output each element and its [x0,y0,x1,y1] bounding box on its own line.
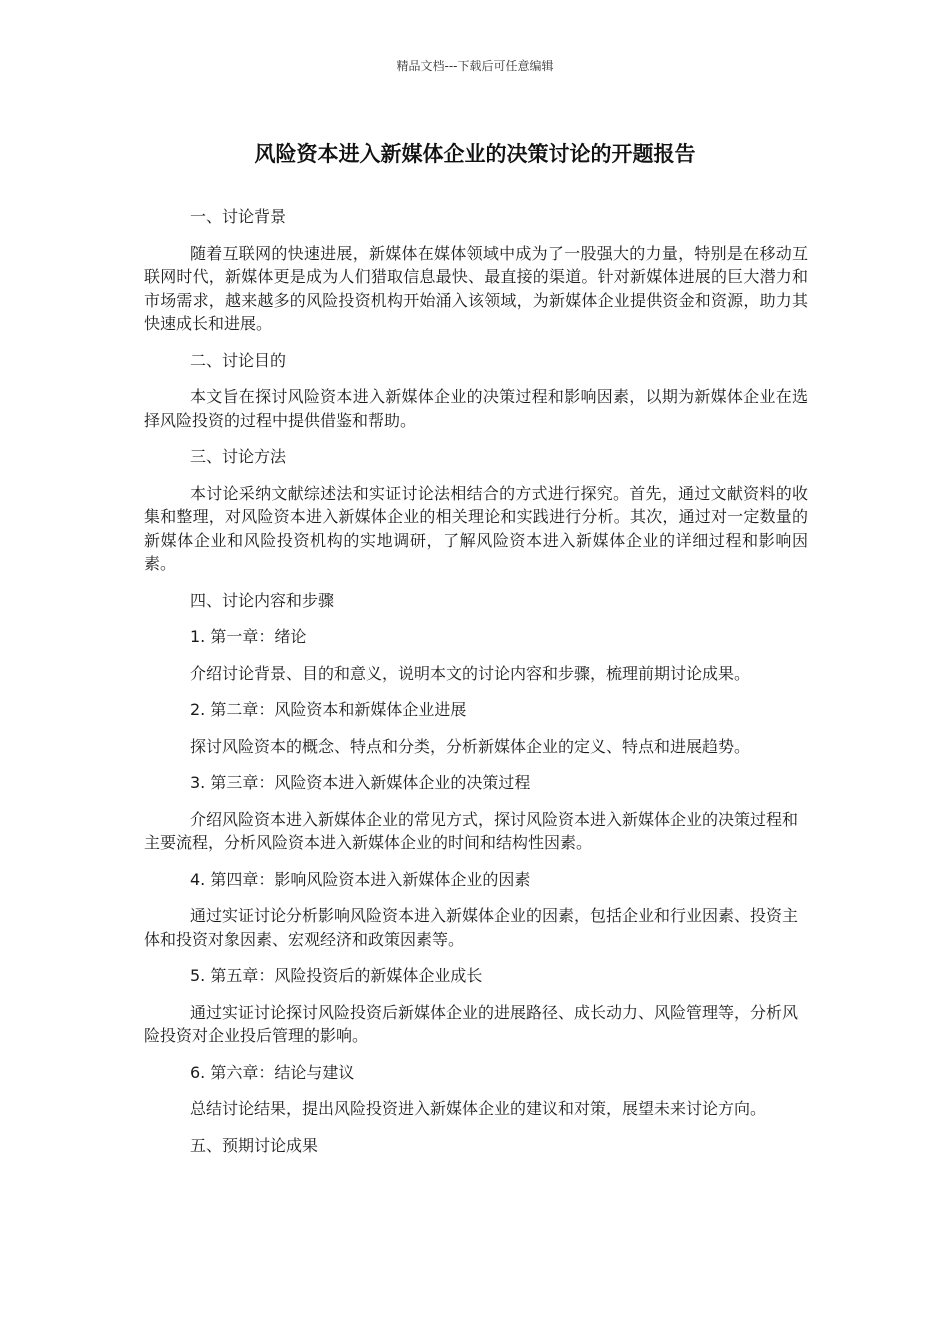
chapter-title-4: 4. 第四章：影响风险资本进入新媒体企业的因素 [190,869,531,889]
header-note: 精品文档---下载后可任意编辑 [396,59,554,73]
chapter-title-3: 3. 第三章：风险资本进入新媒体企业的决策过程 [190,773,531,792]
chapter-title-1: 1. 第一章：绪论 [190,627,307,646]
chapter-desc-6: 总结讨论结果，提出风险投资进入新媒体企业的建议和对策，展望未来讨论方向。 [190,1099,767,1118]
chapter-desc-5: 通过实证讨论探讨风险投资后新媒体企业的进展路径、成长动力、风险管理等，分析风险投资对企业投后管理的影响。 [144,1002,799,1045]
chapter-desc-2: 探讨风险资本的概念、特点和分类，分析新媒体企业的定义、特点和进展趋势。 [190,736,751,756]
chapter-title-5: 5. 第五章：风险投资后的新媒体企业成长 [190,966,483,985]
section-heading-purpose: 二、讨论目的 [190,350,287,370]
chapter-desc-3: 介绍风险资本进入新媒体企业的常见方式，探讨风险资本进入新媒体企业的决策过程和主要流程，分析风险资本进入新媒体企业的时间和结构性因素。 [144,809,799,852]
chapter-desc-1: 介绍讨论背景、目的和意义，说明本文的讨论内容和步骤，梳理前期讨论成果。 [190,663,751,683]
chapter-title-6: 6. 第六章：结论与建议 [190,1062,355,1082]
chapter-title-2: 2. 第二章：风险资本和新媒体企业进展 [190,700,467,719]
document-title: 风险资本进入新媒体企业的决策讨论的开题报告 [254,142,696,166]
section-text-method: 本讨论采纳文献综述法和实证讨论法相结合的方式进行探究。首先，通过文献资料的收集和整理，对风险资本进入新媒体企业的相关理论和实践进行分析。其次，通过对一定数量的新媒体企业和风险投资机构的实地调研，了解风险资本进入新媒体企业的详细过程和影响因素。 [144,483,808,573]
chapter-desc-4: 通过实证讨论分析影响风险资本进入新媒体企业的因素，包括企业和行业因素、投资主体和投资对象因素、宏观经济和政策因素等。 [144,906,799,949]
section-heading-content: 四、讨论内容和步骤 [190,590,335,610]
document-body [144,205,808,1170]
section-heading-background: 一、讨论背景 [190,207,287,226]
section-heading-expected: 五、预期讨论成果 [190,1135,319,1155]
section-text-background: 随着互联网的快速进展，新媒体在媒体领域中成为了一股强大的力量，特别是在移动互联网时代，新媒体更是成为人们猎取信息最快、最直接的渠道。针对新媒体进展的巨大潜力和市场需求，越来越多的风险投资机构开始涌入该领域，为新媒体企业提供资金和资源，助力其快速成长和进展。 [144,243,808,333]
section-text-purpose: 本文旨在探讨风险资本进入新媒体企业的决策过程和影响因素，以期为新媒体企业在选择风险投资的过程中提供借鉴和帮助。 [144,387,808,430]
section-heading-method: 三、讨论方法 [190,447,287,466]
